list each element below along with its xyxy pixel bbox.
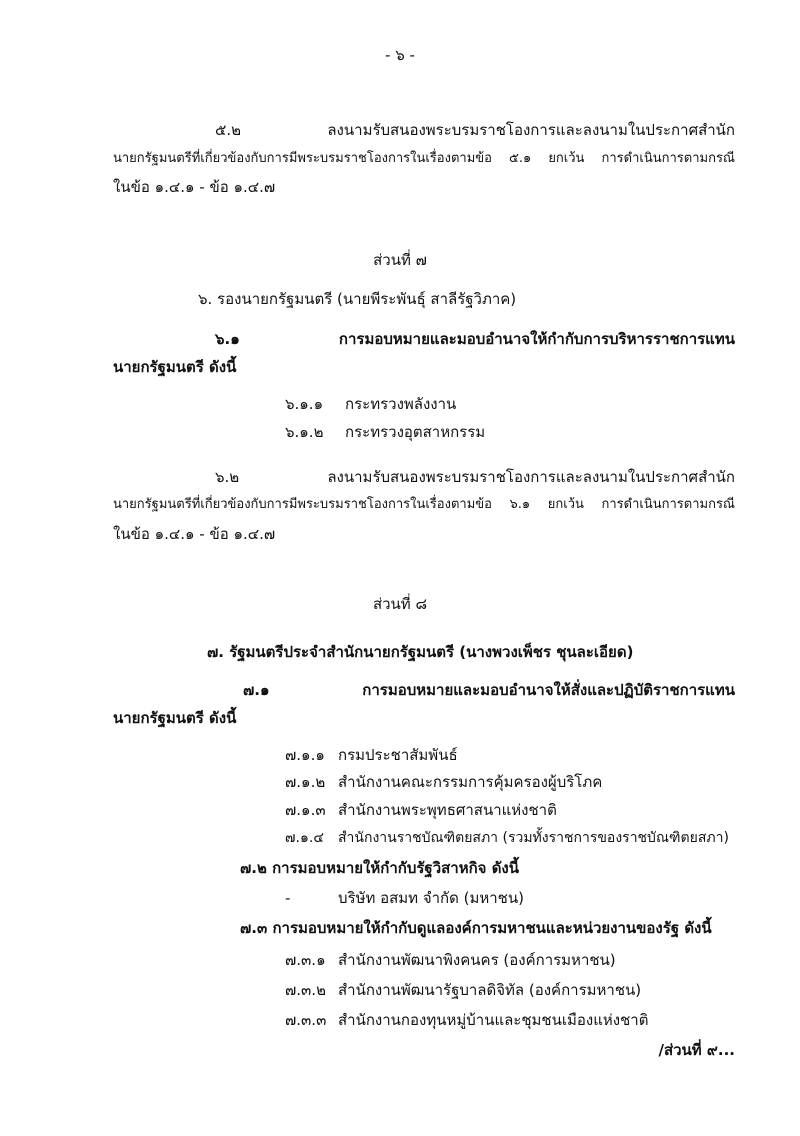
list-item	[285, 420, 485, 444]
section-6-2-line-1: ๖.๒ ลงนามรับสนองพระบรมราชโองการและลงนามในประกาศสำนัก	[215, 468, 735, 486]
section-6-1-line-2: นายกรัฐมนตรี ดังนี้	[113, 358, 237, 376]
item-number: ๗.๓.๒	[285, 981, 326, 999]
item-text: กระทรวงอุตสาหกรรม	[345, 423, 486, 441]
item-6-heading: ๖. รองนายกรัฐมนตรี (นายพีระพันธุ์ สาลีรัฐวิภาค)	[198, 290, 517, 308]
list-item	[285, 948, 616, 972]
list-item	[285, 743, 458, 767]
item-number: ๗.๓.๓	[285, 1011, 327, 1029]
section-5-2-line-3: ในข้อ ๑.๔.๑ - ข้อ ๑.๔.๗	[113, 178, 276, 196]
item-number: ๖.๑.๒	[285, 423, 324, 441]
list-item	[285, 978, 641, 1002]
continuation-note: /ส่วนที่ ๙...	[658, 1041, 735, 1059]
list-item	[285, 392, 456, 416]
section-6-2-line-3: ในข้อ ๑.๔.๑ - ข้อ ๑.๔.๗	[113, 525, 276, 543]
section-7-2-heading: ๗.๒ การมอบหมายให้กำกับรัฐวิสาหกิจ ดังนี้	[240, 859, 520, 877]
item-number: ๗.๓.๑	[285, 951, 326, 969]
section-5-2-line-2: นายกรัฐมนตรีที่เกี่ยวข้องกับการมีพระบรมราชโองการในเรื่องตามข้อ ๕.๑ ยกเว้น การดำเนินการตามกรณี	[113, 151, 735, 166]
section-7-1-line-2: นายกรัฐมนตรี ดังนี้	[113, 709, 237, 727]
list-item	[285, 886, 524, 910]
list-item	[285, 826, 729, 850]
item-text: สำนักงานคณะกรรมการคุ้มครองผู้บริโภค	[338, 773, 603, 791]
section-6-1-line-1: ๖.๑ การมอบหมายและมอบอำนาจให้กำกับการบริหารราชการแทน	[215, 330, 735, 348]
section-6-2-line-2: นายกรัฐมนตรีที่เกี่ยวข้องกับการมีพระบรมราชโองการในเรื่องตามข้อ ๖.๑ ยกเว้น การดำเนินการตามกรณี	[113, 497, 735, 512]
item-number: ๗.๑.๒	[285, 773, 326, 791]
item-7-heading: ๗. รัฐมนตรีประจำสำนักนายกรัฐมนตรี (นางพวงเพ็ชร ชุนละเอียด)	[207, 643, 634, 661]
item-number: ๗.๑.๔	[285, 830, 324, 846]
page-number: - ๖ -	[385, 46, 415, 64]
item-number: ๖.๑.๑	[285, 395, 324, 413]
item-text: สำนักงานกองทุนหมู่บ้านและชุมชนเมืองแห่งชาติ	[338, 1011, 649, 1029]
item-number: ๗.๑.๑	[285, 746, 325, 764]
section-7-1-line-1: ๗.๑ การมอบหมายและมอบอำนาจให้สั่งและปฏิบัติราชการแทน	[243, 681, 735, 699]
list-item	[285, 1008, 648, 1032]
item-text: กรมประชาสัมพันธ์	[338, 746, 458, 764]
section-5-2-line-1: ๕.๒ ลงนามรับสนองพระบรมราชโองการและลงนามในประกาศสำนัก	[215, 121, 735, 139]
item-text: กระทรวงพลังงาน	[345, 395, 457, 413]
item-text: สำนักงานพระพุทธศาสนาแห่งชาติ	[338, 801, 557, 819]
part-8-heading: ส่วนที่ ๘	[372, 595, 428, 613]
item-text: บริษัท อสมท จำกัด (มหาชน)	[338, 889, 524, 907]
list-item	[285, 798, 557, 822]
section-7-3-heading: ๗.๓ การมอบหมายให้กำกับดูแลองค์การมหาชนและหน่วยงานของรัฐ ดังนี้	[240, 919, 712, 937]
part-7-heading: ส่วนที่ ๗	[373, 251, 427, 269]
list-item	[285, 770, 602, 794]
item-number: -	[285, 889, 291, 907]
item-text: สำนักงานพัฒนาพิงคนคร (องค์การมหาชน)	[338, 951, 616, 969]
item-number: ๗.๑.๓	[285, 801, 326, 819]
item-text: สำนักงานพัฒนารัฐบาลดิจิทัล (องค์การมหาชน)	[338, 981, 642, 999]
item-text: สำนักงานราชบัณฑิตยสภา (รวมทั้งราชการของราชบัณฑิตยสภา)	[338, 830, 729, 846]
